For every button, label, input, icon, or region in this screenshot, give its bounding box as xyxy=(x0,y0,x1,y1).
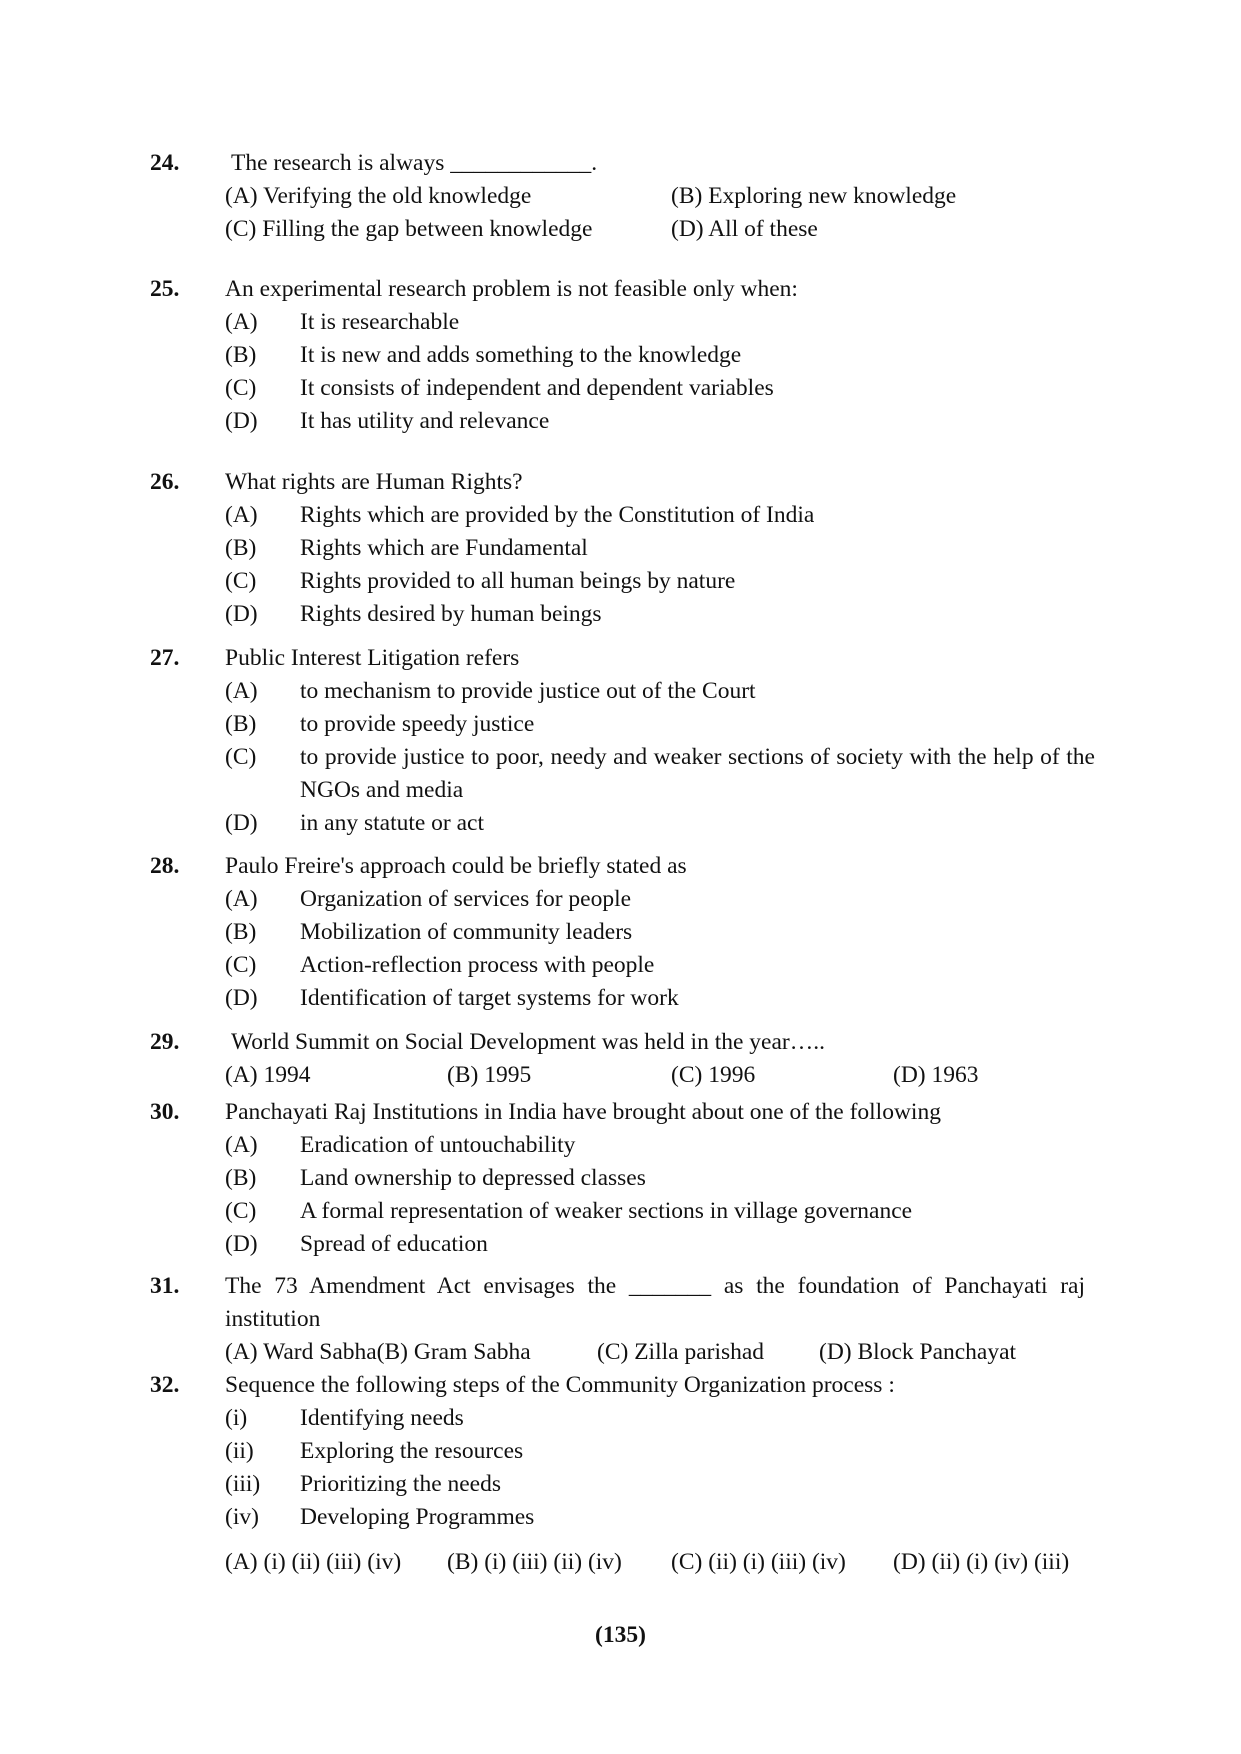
question-number: 32. xyxy=(150,1372,180,1398)
option-a xyxy=(225,883,1095,916)
option-label: (A) xyxy=(225,1132,258,1158)
option-label: (B) xyxy=(225,1165,257,1191)
question-24 xyxy=(150,147,1095,246)
question-27 xyxy=(150,642,1095,840)
option-b: (B) (i) (iii) (ii) (iv) xyxy=(447,1549,622,1575)
option-label: (C) xyxy=(225,952,257,978)
option-a xyxy=(225,499,1095,532)
question-number: 30. xyxy=(150,1099,180,1125)
step-text: Exploring the resources xyxy=(300,1438,524,1464)
option-b: (B) Exploring new knowledge xyxy=(671,183,957,209)
option-label: (B) xyxy=(225,342,257,368)
option-text: to mechanism to provide justice out of the Court xyxy=(300,678,756,704)
step-item xyxy=(225,1501,1095,1534)
question-stem-continued: institution xyxy=(225,1306,321,1332)
option-label: (A) xyxy=(225,678,258,704)
option-d: (D) Block Panchayat xyxy=(819,1339,1017,1365)
option-text: Rights provided to all human beings by nature xyxy=(300,568,736,594)
question-number: 26. xyxy=(150,469,180,495)
option-d xyxy=(225,598,1095,631)
option-label: (B) xyxy=(225,919,257,945)
option-label: (C) xyxy=(225,744,257,770)
step-item xyxy=(225,1468,1095,1501)
option-b xyxy=(225,1162,1095,1195)
question-31 xyxy=(150,1270,1095,1369)
question-stem: What rights are Human Rights? xyxy=(225,469,523,495)
option-a-b: (A) Ward Sabha(B) Gram Sabha xyxy=(225,1339,531,1365)
option-label: (C) xyxy=(225,1198,257,1224)
option-label: (B) xyxy=(225,711,257,737)
step-label: (iii) xyxy=(225,1471,261,1497)
question-number: 27. xyxy=(150,645,180,671)
question-stem: World Summit on Social Development was held in the year….. xyxy=(231,1029,825,1055)
option-label: (C) xyxy=(225,568,257,594)
step-text: Prioritizing the needs xyxy=(300,1471,502,1497)
option-label: (D) xyxy=(225,810,258,836)
option-text: to provide justice to poor, needy and weaker sections of society with the help of the NGOs and media xyxy=(300,744,1095,803)
option-c xyxy=(225,565,1095,598)
step-text: Developing Programmes xyxy=(300,1504,535,1530)
option-label: (A) xyxy=(225,309,258,335)
option-label: (D) xyxy=(225,1231,258,1257)
options-row xyxy=(225,1059,1095,1092)
option-a xyxy=(225,306,1095,339)
option-b: (B) 1995 xyxy=(447,1062,532,1088)
page-number: (135) xyxy=(595,1622,646,1648)
option-text: It is researchable xyxy=(300,309,460,335)
option-text: Rights which are Fundamental xyxy=(300,535,588,561)
question-30 xyxy=(150,1096,1095,1261)
step-item xyxy=(225,1402,1095,1435)
question-stem: The 73 Amendment Act envisages the _______ as the foundation of Panchayati raj xyxy=(225,1273,1085,1299)
question-stem: Sequence the following steps of the Community Organization process : xyxy=(225,1372,895,1398)
question-stem: The research is always ____________. xyxy=(231,150,598,176)
option-text: Eradication of untouchability xyxy=(300,1132,576,1158)
option-text: It is new and adds something to the knowledge xyxy=(300,342,742,368)
option-c: (C) Filling the gap between knowledge xyxy=(225,216,593,242)
question-29 xyxy=(150,1026,1095,1092)
option-label: (D) xyxy=(225,601,258,627)
option-d: (D) (ii) (i) (iv) (iii) xyxy=(893,1549,1070,1575)
options-row xyxy=(225,1336,1095,1369)
option-text: Rights which are provided by the Constitution of India xyxy=(300,502,815,528)
question-25 xyxy=(150,273,1095,438)
option-label: (A) xyxy=(225,502,258,528)
question-26 xyxy=(150,466,1095,631)
option-text: It has utility and relevance xyxy=(300,408,550,434)
option-d xyxy=(225,807,1095,840)
question-28 xyxy=(150,850,1095,1015)
option-c xyxy=(225,949,1095,982)
option-text: to provide speedy justice xyxy=(300,711,535,737)
option-b xyxy=(225,339,1095,372)
options-row xyxy=(225,180,1095,213)
step-label: (i) xyxy=(225,1405,248,1431)
option-text: Mobilization of community leaders xyxy=(300,919,633,945)
option-d: (D) 1963 xyxy=(893,1062,979,1088)
option-a: (A) Verifying the old knowledge xyxy=(225,183,532,209)
option-text: in any statute or act xyxy=(300,810,485,836)
option-a: (A) (i) (ii) (iii) (iv) xyxy=(225,1549,402,1575)
option-label: (D) xyxy=(225,985,258,1011)
option-d xyxy=(225,982,1095,1015)
option-label: (B) xyxy=(225,535,257,561)
question-stem: Panchayati Raj Institutions in India have brought about one of the following xyxy=(225,1099,941,1125)
option-text: Rights desired by human beings xyxy=(300,601,602,627)
option-text: Organization of services for people xyxy=(300,886,632,912)
option-text: Spread of education xyxy=(300,1231,488,1257)
option-text: Land ownership to depressed classes xyxy=(300,1165,646,1191)
question-stem: Paulo Freire's approach could be briefly stated as xyxy=(225,853,687,879)
option-a xyxy=(225,1129,1095,1162)
option-label: (C) xyxy=(225,375,257,401)
option-c: (C) (ii) (i) (iii) (iv) xyxy=(671,1549,846,1575)
option-c xyxy=(225,741,1095,807)
option-c: (C) Zilla parishad xyxy=(597,1339,765,1365)
question-number: 25. xyxy=(150,276,180,302)
step-item xyxy=(225,1435,1095,1468)
step-text: Identifying needs xyxy=(300,1405,464,1431)
option-c xyxy=(225,1195,1095,1228)
option-c: (C) 1996 xyxy=(671,1062,756,1088)
question-number: 31. xyxy=(150,1273,180,1299)
option-text: Identification of target systems for work xyxy=(300,985,679,1011)
step-label: (ii) xyxy=(225,1438,254,1464)
option-d xyxy=(225,1228,1095,1261)
option-label: (D) xyxy=(225,408,258,434)
option-b xyxy=(225,708,1095,741)
question-number: 24. xyxy=(150,150,180,176)
options-row xyxy=(225,1546,1095,1579)
option-b xyxy=(225,532,1095,565)
options-row xyxy=(225,213,1095,246)
step-label: (iv) xyxy=(225,1504,259,1530)
option-d: (D) All of these xyxy=(671,216,818,242)
question-number: 29. xyxy=(150,1029,180,1055)
question-number: 28. xyxy=(150,853,180,879)
option-c xyxy=(225,372,1095,405)
option-text: A formal representation of weaker sections in village governance xyxy=(300,1198,913,1224)
option-a xyxy=(225,675,1095,708)
option-label: (A) xyxy=(225,886,258,912)
question-stem: Public Interest Litigation refers xyxy=(225,645,520,671)
option-a: (A) 1994 xyxy=(225,1062,311,1088)
question-32 xyxy=(150,1369,1095,1579)
option-text: It consists of independent and dependent variables xyxy=(300,375,774,401)
option-b xyxy=(225,916,1095,949)
option-d xyxy=(225,405,1095,438)
option-text: Action-reflection process with people xyxy=(300,952,655,978)
question-stem: An experimental research problem is not feasible only when: xyxy=(225,276,798,302)
